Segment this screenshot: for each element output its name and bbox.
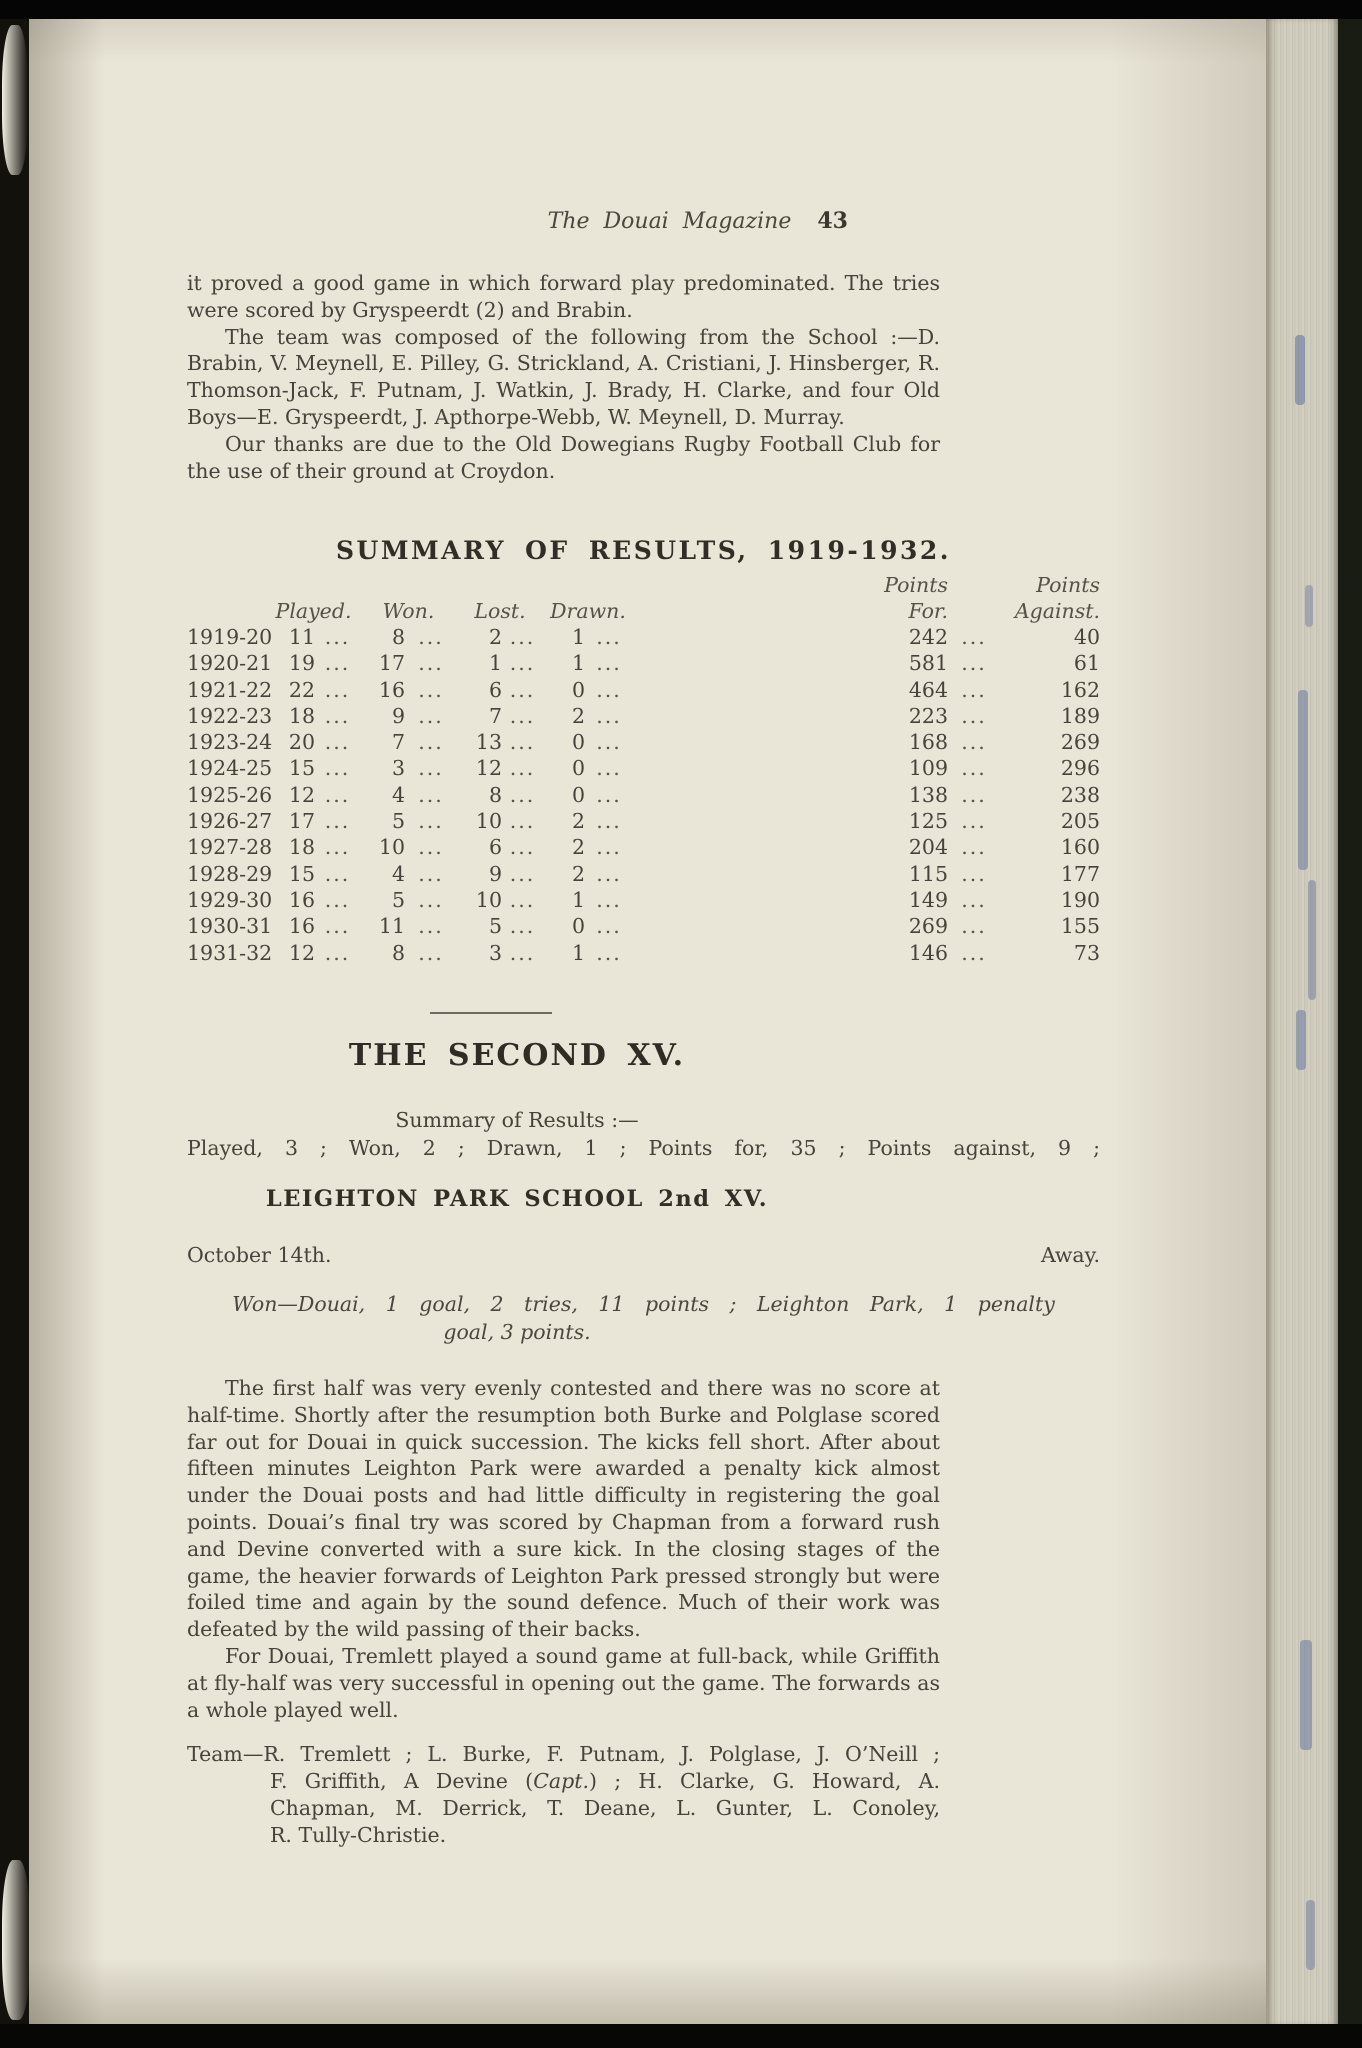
scan-top-bar [0, 0, 1362, 19]
value-cell: 2 [571, 809, 585, 834]
ink-stain [1298, 690, 1308, 870]
dots-separator: ... [961, 677, 987, 702]
results-row [187, 861, 1100, 887]
value-cell: 160 [1060, 835, 1100, 860]
value-cell: 17 [378, 651, 405, 676]
dots-separator: ... [418, 756, 444, 781]
value-cell: 168 [908, 730, 948, 755]
ink-stain [1296, 1010, 1306, 1070]
value-cell: 0 [571, 914, 585, 939]
value-cell: 20 [288, 730, 315, 755]
value-cell: 11 [288, 625, 315, 649]
season-cell: 1919-20 [187, 625, 273, 649]
dots-separator: ... [324, 835, 351, 860]
value-cell: 6 [488, 677, 502, 702]
report-paragraph-1: The first half was very evenly contested and there was no score at half-time. Shortly after the resumption both Burke and Polglase scored far out for Douai in quick succession. The kicks fell short. After about fifteen minutes Leighton Park were awarded a penalty kick almost under the Douai posts and had little difficulty in registering the goal points. Douai’s final try was scored by Chapman from a forward rush and Devine converted with a sure kick. In the closing stages of the game, the heavier forwards of Leighton Park pressed strongly but were foiled time and again by the sound defence. Much of their work was defeated by the wild passing of their backs. [187, 1376, 940, 1642]
book-cover-edge [1338, 0, 1362, 2048]
intro-paragraphs [187, 270, 940, 484]
value-cell: 1 [571, 625, 585, 649]
dots-separator: ... [418, 914, 444, 939]
match-date: October 14th. [187, 1243, 332, 1267]
value-cell: 12 [288, 782, 315, 807]
match-date-row [187, 1243, 1100, 1267]
dots-separator: ... [324, 887, 351, 912]
results-row [187, 624, 1100, 650]
report-paragraph-2: For Douai, Tremlett played a sound game at full-back, while Griffith at fly-half was very successful in opening out the game. The forwards as a whole played well. [187, 1643, 940, 1722]
results-row [187, 834, 1100, 860]
value-cell: 146 [908, 940, 948, 965]
magazine-title: The Douai Magazine [547, 209, 792, 234]
team-line: R. Tully-Christie. [270, 1823, 447, 1847]
header-played: Played. [275, 599, 352, 623]
value-cell: 8 [391, 625, 405, 649]
dots-separator: ... [418, 887, 444, 912]
team-line: Team—R. Tremlett ; L. Burke, F. Putnam, J. Polglase, J. O’Neill ; [187, 1742, 940, 1766]
value-cell: 5 [488, 914, 502, 939]
dots-separator: ... [324, 914, 351, 939]
summary-of-results-label: Summary of Results :— [395, 1108, 639, 1132]
value-cell: 205 [1060, 809, 1100, 834]
dots-separator: ... [509, 730, 536, 755]
second-xv-title: THE SECOND XV. [348, 1038, 686, 1073]
value-cell: 581 [908, 651, 948, 676]
dots-separator: ... [509, 861, 536, 886]
dots-separator: ... [324, 677, 351, 702]
value-cell: 2 [571, 835, 585, 860]
value-cell: 17 [288, 809, 315, 834]
dots-separator: ... [961, 887, 987, 912]
match-result-line-2: goal, 3 points. [443, 1320, 591, 1344]
value-cell: 2 [571, 703, 585, 728]
value-cell: 11 [378, 914, 405, 939]
value-cell: 15 [288, 861, 315, 886]
intro-paragraph-2: The team was composed of the following from the School :—D. Brabin, V. Meynell, E. Pilley, G. Strickland, A. Cristiani, J. Hinsberger, R. Thomson-Jack, F. Putnam, J. Watkin, J. Brady, H. Clarke, and four Old Boys—E. Gryspeerdt, J. Apthorpe-Webb, W. Meynell, D. Murray. [187, 324, 940, 429]
value-cell: 296 [1060, 756, 1100, 781]
season-cell: 1921-22 [187, 677, 273, 702]
results-row [187, 703, 1100, 729]
value-cell: 40 [1073, 625, 1100, 649]
team-line: Chapman, M. Derrick, T. Deane, L. Gunter, L. Conoley, [270, 1796, 940, 1820]
value-cell: 109 [908, 756, 948, 781]
dots-separator: ... [509, 677, 536, 702]
season-cell: 1928-29 [187, 861, 273, 886]
results-row [187, 913, 1100, 939]
season-cell: 1920-21 [187, 651, 273, 676]
value-cell: 18 [288, 835, 315, 860]
value-cell: 190 [1060, 887, 1100, 912]
match-result-line-1: Won—Douai, 1 goal, 2 tries, 11 points ; Leighton Park, 1 penalty [232, 1292, 1055, 1316]
value-cell: 10 [475, 887, 502, 912]
dots-separator: ... [961, 861, 987, 886]
dots-separator: ... [324, 940, 351, 965]
dots-separator: ... [596, 914, 622, 939]
section-divider [430, 1012, 552, 1014]
results-row [187, 755, 1100, 781]
value-cell: 269 [1060, 730, 1100, 755]
dots-separator: ... [961, 703, 987, 728]
value-cell: 10 [378, 835, 405, 860]
value-cell: 269 [908, 914, 948, 939]
value-cell: 9 [488, 861, 502, 886]
dots-separator: ... [509, 887, 536, 912]
results-row [187, 940, 1100, 966]
value-cell: 8 [488, 782, 502, 807]
value-cell: 2 [571, 861, 585, 886]
value-cell: 4 [391, 782, 405, 807]
value-cell: 115 [908, 861, 948, 886]
points-for-label: Points [884, 573, 948, 597]
dots-separator: ... [509, 835, 536, 860]
dots-separator: ... [418, 809, 444, 834]
value-cell: 6 [488, 835, 502, 860]
header-won: Won. [382, 599, 435, 623]
results-row [187, 782, 1100, 808]
dots-separator: ... [418, 730, 444, 755]
dots-separator: ... [509, 756, 536, 781]
season-cell: 1922-23 [187, 703, 273, 728]
value-cell: 155 [1060, 914, 1100, 939]
results-row [187, 808, 1100, 834]
book-spine-edge [0, 0, 29, 2048]
running-head [187, 208, 848, 234]
dots-separator: ... [324, 756, 351, 781]
dots-separator: ... [961, 651, 987, 676]
dots-separator: ... [418, 625, 444, 649]
season-cell: 1929-30 [187, 887, 273, 912]
season-cell: 1927-28 [187, 835, 273, 860]
dots-separator: ... [961, 756, 987, 781]
points-against-label: Points [1036, 573, 1100, 597]
season-cell: 1925-26 [187, 782, 273, 807]
dots-separator: ... [418, 835, 444, 860]
value-cell: 5 [391, 887, 405, 912]
value-cell: 1 [571, 651, 585, 676]
value-cell: 464 [908, 677, 948, 702]
value-cell: 15 [288, 756, 315, 781]
match-venue: Away. [1040, 1243, 1100, 1267]
value-cell: 1 [488, 651, 502, 676]
season-cell: 1926-27 [187, 809, 273, 834]
value-cell: 162 [1060, 677, 1100, 702]
match-heading: LEIGHTON PARK SCHOOL 2nd XV. [265, 1186, 769, 1212]
dots-separator: ... [596, 703, 622, 728]
dots-separator: ... [509, 940, 536, 965]
value-cell: 61 [1073, 651, 1100, 676]
dots-separator: ... [418, 677, 444, 702]
value-cell: 19 [288, 651, 315, 676]
value-cell: 0 [571, 677, 585, 702]
value-cell: 149 [908, 887, 948, 912]
dots-separator: ... [596, 887, 622, 912]
dots-separator: ... [596, 730, 622, 755]
header-against: Against. [1014, 599, 1100, 623]
value-cell: 0 [571, 730, 585, 755]
value-cell: 4 [391, 861, 405, 886]
captain-marker: Capt. [533, 1769, 589, 1793]
value-cell: 7 [391, 730, 405, 755]
value-cell: 0 [571, 756, 585, 781]
dots-separator: ... [961, 730, 987, 755]
results-row [187, 650, 1100, 676]
header-lost: Lost. [474, 599, 526, 623]
page-curl-highlight [2, 1860, 30, 2020]
value-cell: 16 [378, 677, 405, 702]
value-cell: 189 [1060, 703, 1100, 728]
value-cell: 242 [908, 625, 948, 649]
dots-separator: ... [418, 703, 444, 728]
dots-separator: ... [418, 861, 444, 886]
ink-stain [1295, 335, 1305, 405]
season-cell: 1930-31 [187, 914, 273, 939]
dots-separator: ... [509, 914, 536, 939]
value-cell: 223 [908, 703, 948, 728]
season-cell: 1923-24 [187, 730, 273, 755]
dots-separator: ... [961, 835, 987, 860]
points-label-row [187, 572, 1100, 598]
ink-stain [1305, 585, 1313, 627]
ink-stain [1300, 1640, 1312, 1750]
value-cell: 18 [288, 703, 315, 728]
value-cell: 10 [475, 809, 502, 834]
dots-separator: ... [596, 651, 622, 676]
page-curl-highlight [2, 25, 28, 175]
column-header-row [187, 598, 1100, 624]
results-row [187, 729, 1100, 755]
ink-stain [1308, 880, 1316, 1000]
dots-separator: ... [324, 625, 351, 649]
dots-separator: ... [961, 940, 987, 965]
value-cell: 22 [288, 677, 315, 702]
dots-separator: ... [961, 782, 987, 807]
value-cell: 3 [488, 940, 502, 965]
team-list [187, 1741, 940, 1849]
second-xv-summary-line: Played, 3 ; Won, 2 ; Drawn, 1 ; Points for, 35 ; Points against, 9 ; [187, 1136, 1100, 1160]
dots-separator: ... [324, 703, 351, 728]
dots-separator: ... [418, 651, 444, 676]
results-row [187, 887, 1100, 913]
intro-paragraph-1: it proved a good game in which forward play predominated. The tries were scored by Gryspeerdt (2) and Brabin. [187, 271, 940, 322]
dots-separator: ... [596, 677, 622, 702]
dots-separator: ... [324, 861, 351, 886]
summary-results-title: SUMMARY OF RESULTS, 1919-1932. [335, 536, 952, 565]
header-drawn: Drawn. [550, 599, 626, 623]
dots-separator: ... [509, 625, 536, 649]
value-cell: 0 [571, 782, 585, 807]
dots-separator: ... [509, 703, 536, 728]
dots-separator: ... [961, 809, 987, 834]
value-cell: 12 [288, 940, 315, 965]
value-cell: 138 [908, 782, 948, 807]
dots-separator: ... [324, 809, 351, 834]
dots-separator: ... [961, 914, 987, 939]
value-cell: 13 [475, 730, 502, 755]
value-cell: 9 [391, 703, 405, 728]
team-line: F. Griffith, A Devine (Capt.) ; H. Clarke, G. Howard, A. [270, 1769, 941, 1793]
value-cell: 2 [488, 625, 502, 649]
dots-separator: ... [509, 782, 536, 807]
results-table [187, 572, 1100, 966]
dots-separator: ... [509, 809, 536, 834]
dots-separator: ... [324, 730, 351, 755]
value-cell: 238 [1060, 782, 1100, 807]
value-cell: 1 [571, 940, 585, 965]
scan-bottom-bar [0, 2024, 1362, 2048]
match-report [187, 1375, 940, 1723]
value-cell: 16 [288, 914, 315, 939]
dots-separator: ... [596, 940, 622, 965]
season-cell: 1924-25 [187, 756, 273, 781]
value-cell: 3 [391, 756, 405, 781]
dots-separator: ... [596, 782, 622, 807]
dots-separator: ... [324, 651, 351, 676]
value-cell: 1 [571, 887, 585, 912]
dots-separator: ... [418, 782, 444, 807]
value-cell: 5 [391, 809, 405, 834]
value-cell: 7 [488, 703, 502, 728]
value-cell: 12 [475, 756, 502, 781]
dots-separator: ... [596, 756, 622, 781]
dots-separator: ... [961, 625, 987, 649]
header-for: For. [908, 599, 948, 623]
page-number: 43 [817, 208, 848, 234]
dots-separator: ... [509, 651, 536, 676]
value-cell: 125 [908, 809, 948, 834]
dots-separator: ... [324, 782, 351, 807]
value-cell: 204 [908, 835, 948, 860]
value-cell: 8 [391, 940, 405, 965]
dots-separator: ... [418, 940, 444, 965]
value-cell: 73 [1073, 940, 1100, 965]
value-cell: 16 [288, 887, 315, 912]
dots-separator: ... [596, 861, 622, 886]
dots-separator: ... [596, 835, 622, 860]
dots-separator: ... [596, 809, 622, 834]
ink-stain [1306, 1900, 1315, 1970]
results-row [187, 677, 1100, 703]
intro-paragraph-3: Our thanks are due to the Old Dowegians Rugby Football Club for the use of their ground at Croydon. [187, 431, 940, 483]
dots-separator: ... [596, 625, 622, 649]
season-cell: 1931-32 [187, 940, 273, 965]
value-cell: 177 [1060, 861, 1100, 886]
